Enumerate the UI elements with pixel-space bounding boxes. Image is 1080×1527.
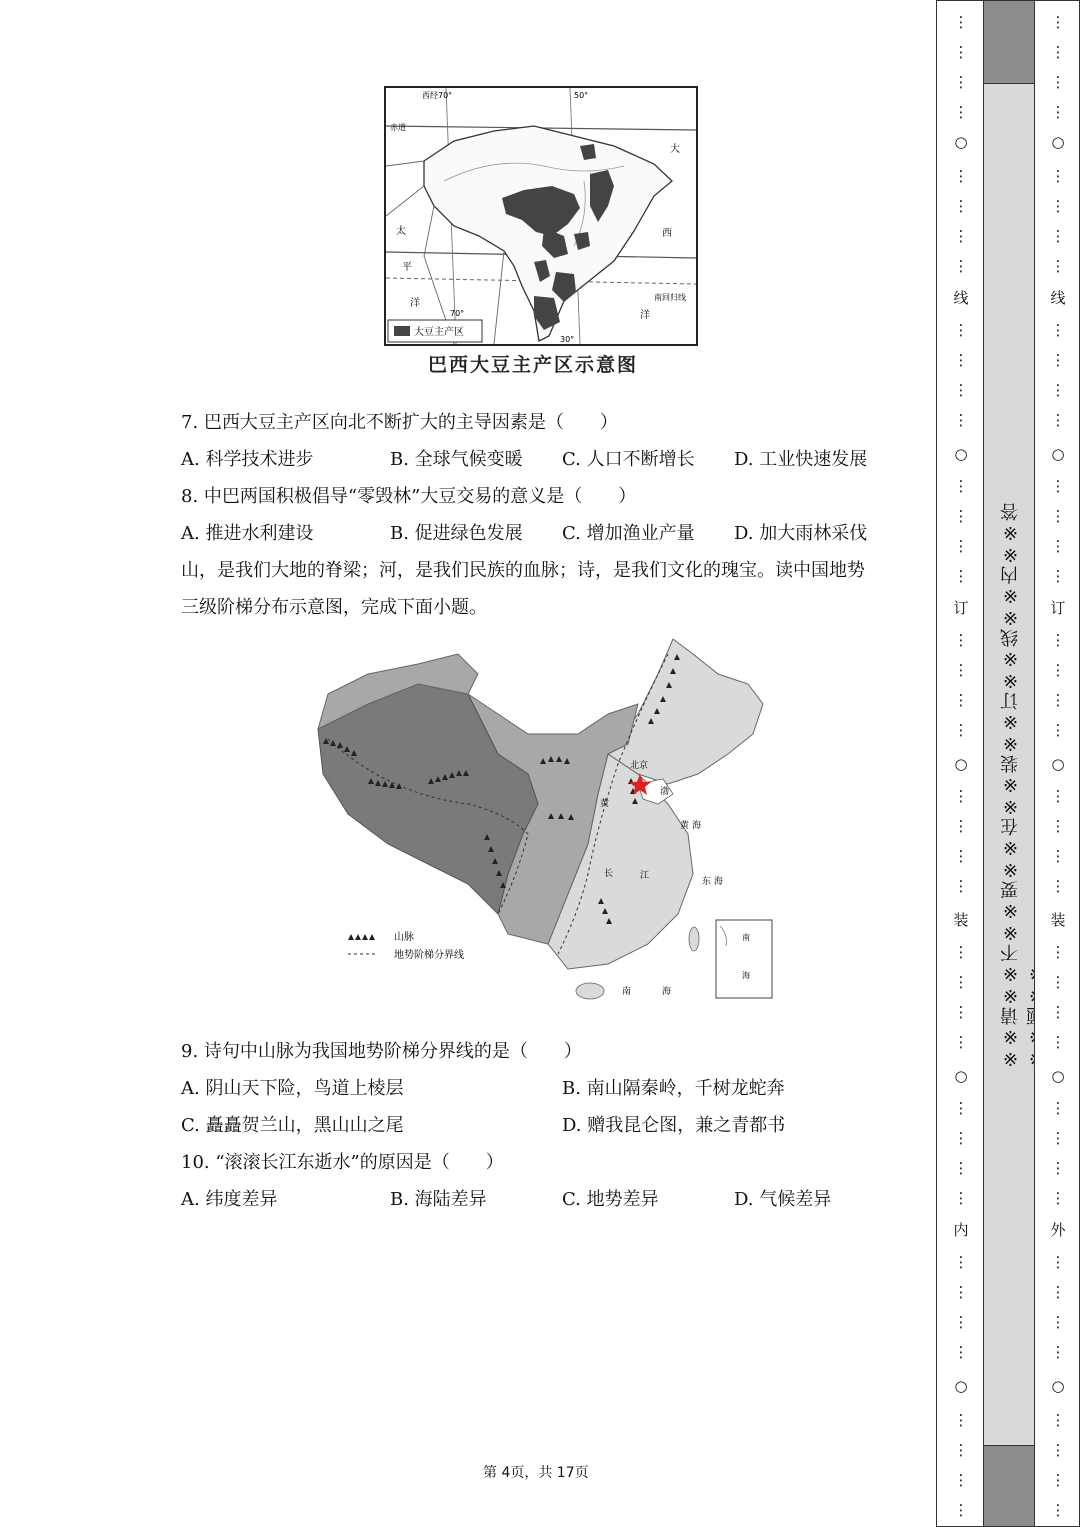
q8-option-c: C. 增加渔业产量 <box>562 523 695 544</box>
inner-dots: ⋮ <box>953 567 969 585</box>
q7-option-d: D. 工业快速发展 <box>734 449 868 470</box>
outer-dots: ⋮ <box>1050 73 1066 91</box>
outer-dots: ⋮ <box>1050 1343 1066 1361</box>
label-huang: 黄 <box>600 799 610 809</box>
inner-dots: ⋮ <box>953 847 969 865</box>
inner-dots: ⋮ <box>953 877 969 895</box>
label-beijing: 北京 <box>630 761 649 771</box>
inner-dots: ⋮ <box>953 691 969 709</box>
label-pacific-ping: 平 <box>402 262 412 273</box>
q10-option-d: D. 气候差异 <box>734 1189 832 1210</box>
outer-circle-icon: ○ <box>1051 755 1065 773</box>
brazil-soybean-map <box>384 86 698 346</box>
label-pacific-tai: 太 <box>396 226 406 237</box>
inner-circle-icon: ○ <box>954 133 968 151</box>
outer-dots: ⋮ <box>1050 321 1066 339</box>
outer-dots: ⋮ <box>1050 351 1066 369</box>
inner-dots: ⋮ <box>953 631 969 649</box>
q8-option-b: B. 促进绿色发展 <box>390 523 523 544</box>
outer-dots: ⋮ <box>1050 1411 1066 1429</box>
inner-dots: ⋮ <box>953 1253 969 1271</box>
inner-dots: ⋮ <box>953 661 969 679</box>
outer-mark-wai: 外 <box>1050 1221 1066 1239</box>
label-bo: 渤 <box>660 787 670 797</box>
inner-dots: ⋮ <box>953 477 969 495</box>
outer-dots: ⋮ <box>1050 973 1066 991</box>
inner-dots: ⋮ <box>953 1471 969 1489</box>
inner-mark-nei: 内 <box>953 1221 969 1239</box>
inner-dots: ⋮ <box>953 1189 969 1207</box>
inner-dots: ⋮ <box>953 1343 969 1361</box>
inner-dots: ⋮ <box>953 1003 969 1021</box>
outer-dots: ⋮ <box>1050 1313 1066 1331</box>
inner-dots: ⋮ <box>953 787 969 805</box>
inner-circle-icon: ○ <box>954 445 968 463</box>
outer-dots: ⋮ <box>1050 227 1066 245</box>
outer-circle-icon: ○ <box>1051 1377 1065 1395</box>
page-number: 第 4页，共 17页 <box>483 1465 589 1481</box>
binding-note-strip <box>984 0 1034 1527</box>
label-bottom-30: 30° <box>560 335 575 344</box>
outer-dots: ⋮ <box>1050 787 1066 805</box>
outer-dots: ⋮ <box>1050 1003 1066 1021</box>
outer-dots: ⋮ <box>1050 943 1066 961</box>
legend-boundary-label: 地势阶梯分界线 <box>394 950 464 961</box>
inner-dots: ⋮ <box>953 1099 969 1117</box>
outer-dots: ⋮ <box>1050 1159 1066 1177</box>
inner-dots: ⋮ <box>953 973 969 991</box>
q8-option-a: A. 推进水利建设 <box>181 523 314 544</box>
china-map-svg <box>308 634 784 1006</box>
outer-dots: ⋮ <box>1050 817 1066 835</box>
outer-dots: ⋮ <box>1050 13 1066 31</box>
inner-dots: ⋮ <box>953 13 969 31</box>
outer-dots: ⋮ <box>1050 847 1066 865</box>
inner-dots: ⋮ <box>953 167 969 185</box>
q8-option-d: D. 加大雨林采伐 <box>734 523 868 544</box>
legend-soybean-label: 大豆主产区 <box>414 327 464 338</box>
label-inset-hai: 海 <box>742 971 750 980</box>
outer-dots: ⋮ <box>1050 1253 1066 1271</box>
outer-dots: ⋮ <box>1050 381 1066 399</box>
outer-dots: ⋮ <box>1050 103 1066 121</box>
inner-dots: ⋮ <box>953 227 969 245</box>
q8-stem: 8. 中巴两国积极倡导“零毁林”大豆交易的意义是（ ） <box>181 486 637 507</box>
inner-mark-zhuang: 装 <box>953 911 969 929</box>
outer-dots: ⋮ <box>1050 1033 1066 1051</box>
outer-dots: ⋮ <box>1050 1129 1066 1147</box>
outer-mark-ding: 订 <box>1050 599 1066 617</box>
label-equator: 赤道 <box>390 123 406 132</box>
binding-warning-text: ※※请※※不※※要※※在※※装※※订※※线※※内※※答 <box>1000 502 1021 1069</box>
q7-option-c: C. 人口不断增长 <box>562 449 695 470</box>
legend-soybean-swatch <box>394 326 410 336</box>
intro-line-1: 山，是我们大地的脊梁；河，是我们民族的血脉；诗，是我们文化的瑰宝。读中国地势 <box>181 560 865 581</box>
inner-dots: ⋮ <box>953 1313 969 1331</box>
q10-option-b: B. 海陆差异 <box>390 1189 487 1210</box>
inner-dots: ⋮ <box>953 721 969 739</box>
inner-dots: ⋮ <box>953 817 969 835</box>
q10-option-c: C. 地势差异 <box>562 1189 659 1210</box>
label-inset-nan: 南 <box>742 933 750 942</box>
q9-option-a: A. 阴山天下险，鸟道上棱层 <box>181 1078 404 1099</box>
label-bottom-70: 70° <box>450 309 465 318</box>
inner-circle-icon: ○ <box>954 1067 968 1085</box>
binding-margin-inner <box>936 0 984 1527</box>
inner-dots: ⋮ <box>953 351 969 369</box>
q9-option-c: C. 矗矗贺兰山，黑山山之尾 <box>181 1115 404 1136</box>
label-jiang: 江 <box>640 871 650 881</box>
outer-dots: ⋮ <box>1050 1099 1066 1117</box>
q10-option-a: A. 纬度差异 <box>181 1189 278 1210</box>
inner-dots: ⋮ <box>953 943 969 961</box>
outer-dots: ⋮ <box>1050 43 1066 61</box>
outer-dots: ⋮ <box>1050 1471 1066 1489</box>
inner-mark-xian: 线 <box>953 289 969 307</box>
q9-stem: 9. 诗句中山脉为我国地势阶梯分界线的是（ ） <box>181 1041 582 1062</box>
intro-line-2: 三级阶梯分布示意图，完成下面小题。 <box>181 597 487 618</box>
inner-dots: ⋮ <box>953 1033 969 1051</box>
outer-circle-icon: ○ <box>1051 1067 1065 1085</box>
outer-dots: ⋮ <box>1050 477 1066 495</box>
outer-dots: ⋮ <box>1050 411 1066 429</box>
legend-mountain-label: 山脉 <box>394 932 414 943</box>
outer-dots: ⋮ <box>1050 567 1066 585</box>
binding-margin-outer <box>1034 0 1080 1527</box>
inner-dots: ⋮ <box>953 321 969 339</box>
label-chang: 长 <box>604 869 614 879</box>
label-huanghai-1: 黄 <box>680 821 690 831</box>
outer-dots: ⋮ <box>1050 691 1066 709</box>
inner-dots: ⋮ <box>953 1283 969 1301</box>
q9-option-b: B. 南山隔秦岭，千树龙蛇奔 <box>562 1078 785 1099</box>
inner-dots: ⋮ <box>953 411 969 429</box>
inner-dots: ⋮ <box>953 1411 969 1429</box>
inner-mark-ding: 订 <box>953 599 969 617</box>
inner-dots: ⋮ <box>953 1129 969 1147</box>
outer-circle-icon: ○ <box>1051 445 1065 463</box>
inner-circle-icon: ○ <box>954 1377 968 1395</box>
outer-circle-icon: ○ <box>1051 133 1065 151</box>
outer-mark-xian: 线 <box>1050 289 1066 307</box>
inner-dots: ⋮ <box>953 103 969 121</box>
label-ocean-da: 大 <box>670 144 680 155</box>
inner-dots: ⋮ <box>953 1441 969 1459</box>
label-huanghai-2: 海 <box>692 821 702 831</box>
outer-dots: ⋮ <box>1050 631 1066 649</box>
outer-dots: ⋮ <box>1050 1501 1066 1519</box>
inner-dots: ⋮ <box>953 1159 969 1177</box>
outer-dots: ⋮ <box>1050 877 1066 895</box>
inner-circle-icon: ○ <box>954 755 968 773</box>
outer-dots: ⋮ <box>1050 661 1066 679</box>
strip-top-block <box>984 1 1034 84</box>
brazil-map-svg <box>384 86 698 346</box>
inner-dots: ⋮ <box>953 1501 969 1519</box>
label-donghai: 东 海 <box>702 877 723 887</box>
strip-bottom-block <box>984 1445 1034 1526</box>
figure1-caption: 巴西大豆主产区示意图 <box>428 354 639 376</box>
label-pacific-yang: 洋 <box>410 298 420 309</box>
q7-stem: 7. 巴西大豆主产区向北不断扩大的主导因素是（ ） <box>181 412 618 433</box>
inner-dots: ⋮ <box>953 507 969 525</box>
label-lon50: 50° <box>574 91 589 100</box>
inner-dots: ⋮ <box>953 381 969 399</box>
outer-mark-zhuang: 装 <box>1050 911 1066 929</box>
inner-dots: ⋮ <box>953 257 969 275</box>
outer-dots: ⋮ <box>1050 721 1066 739</box>
inner-dots: ⋮ <box>953 537 969 555</box>
outer-dots: ⋮ <box>1050 167 1066 185</box>
label-nanhai-nan: 南 <box>622 987 632 997</box>
inner-dots: ⋮ <box>953 43 969 61</box>
label-tropic: 南回归线 <box>654 293 686 302</box>
q10-stem: 10. “滚滚长江东逝水”的原因是（ ） <box>181 1152 504 1173</box>
label-ocean-yang: 洋 <box>640 310 650 321</box>
outer-dots: ⋮ <box>1050 1189 1066 1207</box>
legend-mountain-icon <box>348 934 375 940</box>
outer-dots: ⋮ <box>1050 1441 1066 1459</box>
q7-option-b: B. 全球气候变暖 <box>390 449 523 470</box>
q7-option-a: A. 科学技术进步 <box>181 449 314 470</box>
label-lon70: 西经70° <box>422 91 453 100</box>
china-terrain-map <box>308 634 784 1006</box>
label-nanhai-hai: 海 <box>662 987 672 997</box>
q9-option-d: D. 赠我昆仑图，兼之青都书 <box>562 1115 786 1136</box>
outer-dots: ⋮ <box>1050 257 1066 275</box>
outer-dots: ⋮ <box>1050 507 1066 525</box>
outer-dots: ⋮ <box>1050 1283 1066 1301</box>
label-ocean-xi: 西 <box>662 228 672 239</box>
outer-dots: ⋮ <box>1050 537 1066 555</box>
outer-dots: ⋮ <box>1050 197 1066 215</box>
inner-dots: ⋮ <box>953 73 969 91</box>
inner-dots: ⋮ <box>953 197 969 215</box>
